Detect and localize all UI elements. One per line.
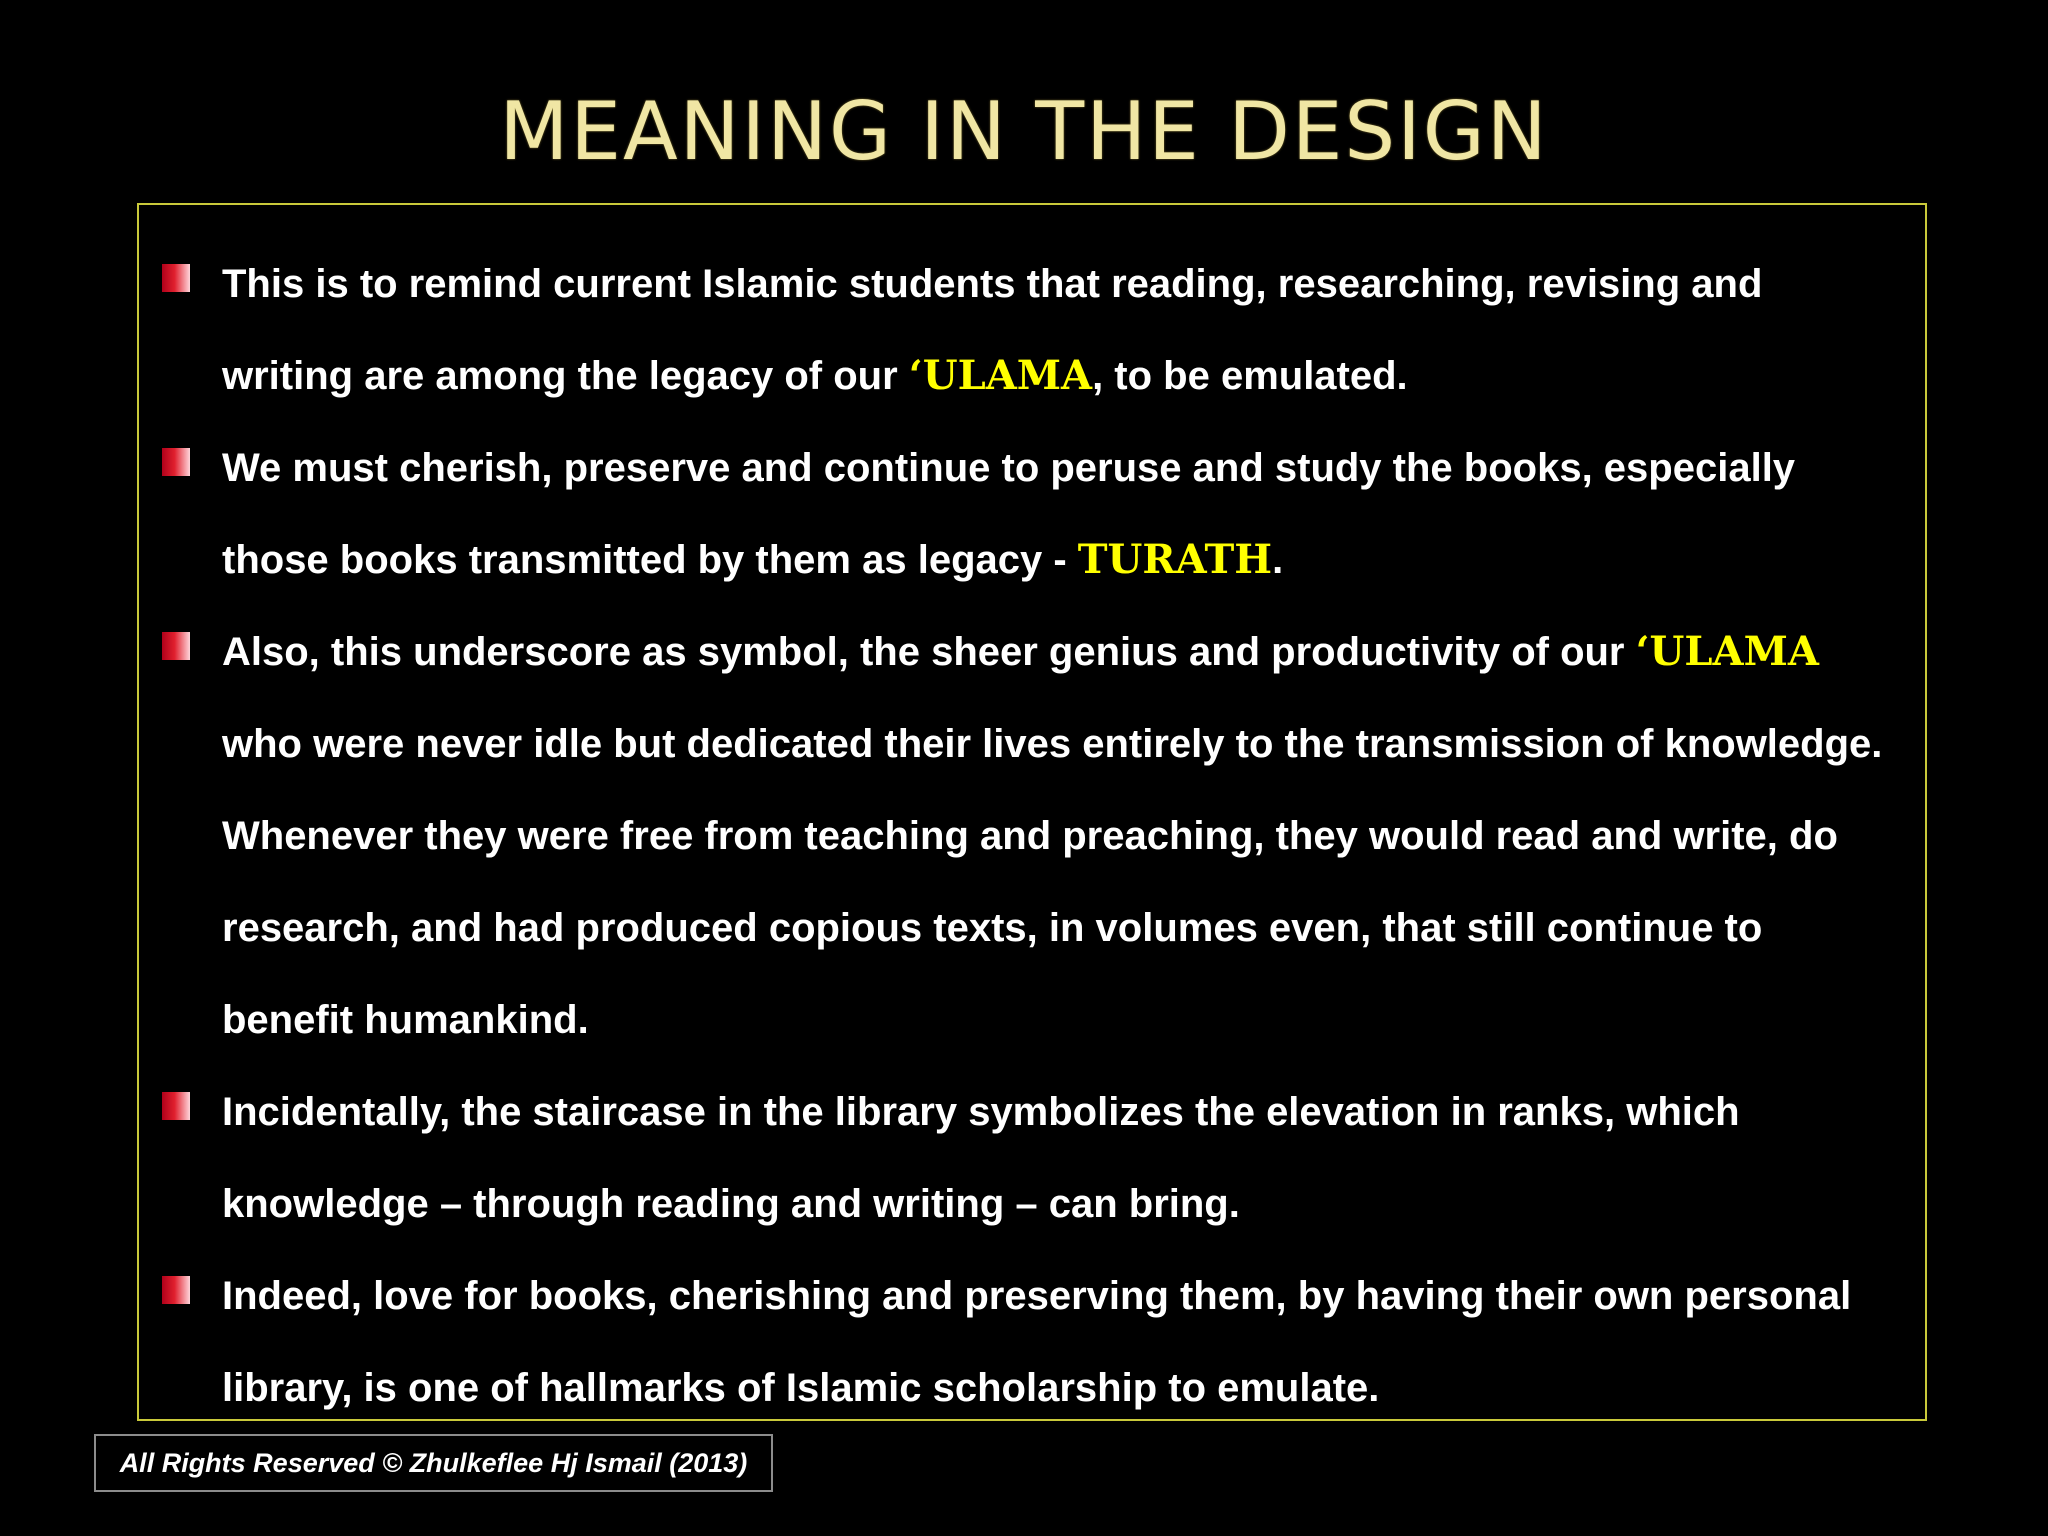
bullet-item [158,1066,1898,1250]
bullet-item [158,606,1898,1066]
slide-title: MEANING IN THE DESIGN [499,85,1549,178]
bullet-text: This is to remind current Islamic students that reading, researching, revising and writing are among the legacy of our [222,262,1763,398]
red-square-bullet-icon [162,448,190,476]
bullet-item [158,238,1898,422]
copyright-footer [94,1434,773,1492]
bullet-item [158,422,1898,606]
ulama-highlight: ‘ULAMA [908,352,1093,399]
red-square-bullet-icon [162,632,190,660]
bullet-text: , to be emulated. [1092,354,1408,398]
bullet-text: Indeed, love for books, cherishing and preserving them, by having their own personal library, is one of hallmarks of Islamic scholarship to emulate. [222,1274,1852,1410]
turath-highlight: TURATH [1077,536,1273,583]
bullet-text: . [1272,538,1284,582]
copyright-text: All Rights Reserved © Zhulkeflee Hj Ismail (2013) [119,1447,748,1478]
bullet-text: Incidentally, the staircase in the library symbolizes the elevation in ranks, which knowledge – through reading and writing – can bring. [222,1090,1740,1226]
red-square-bullet-icon [162,1092,190,1120]
bullet-text: Also, this underscore as symbol, the sheer genius and productivity of our [222,630,1636,674]
red-square-bullet-icon [162,264,190,292]
bullet-text: who were never idle but dedicated their lives entirely to the transmission of knowledge. Whenever they were free from teaching and preaching, they would read and write, do research, and had produced copious texts, in volumes even, that still continue to benefit humankind. [222,722,1883,1042]
red-square-bullet-icon [162,1276,190,1304]
bullet-item [158,1250,1898,1434]
bullet-text: We must cherish, preserve and continue to peruse and study the books, especially those books transmitted by them as legacy - [222,446,1796,582]
ulama-highlight: ‘ULAMA [1635,628,1819,675]
bullet-list [158,238,1898,1434]
